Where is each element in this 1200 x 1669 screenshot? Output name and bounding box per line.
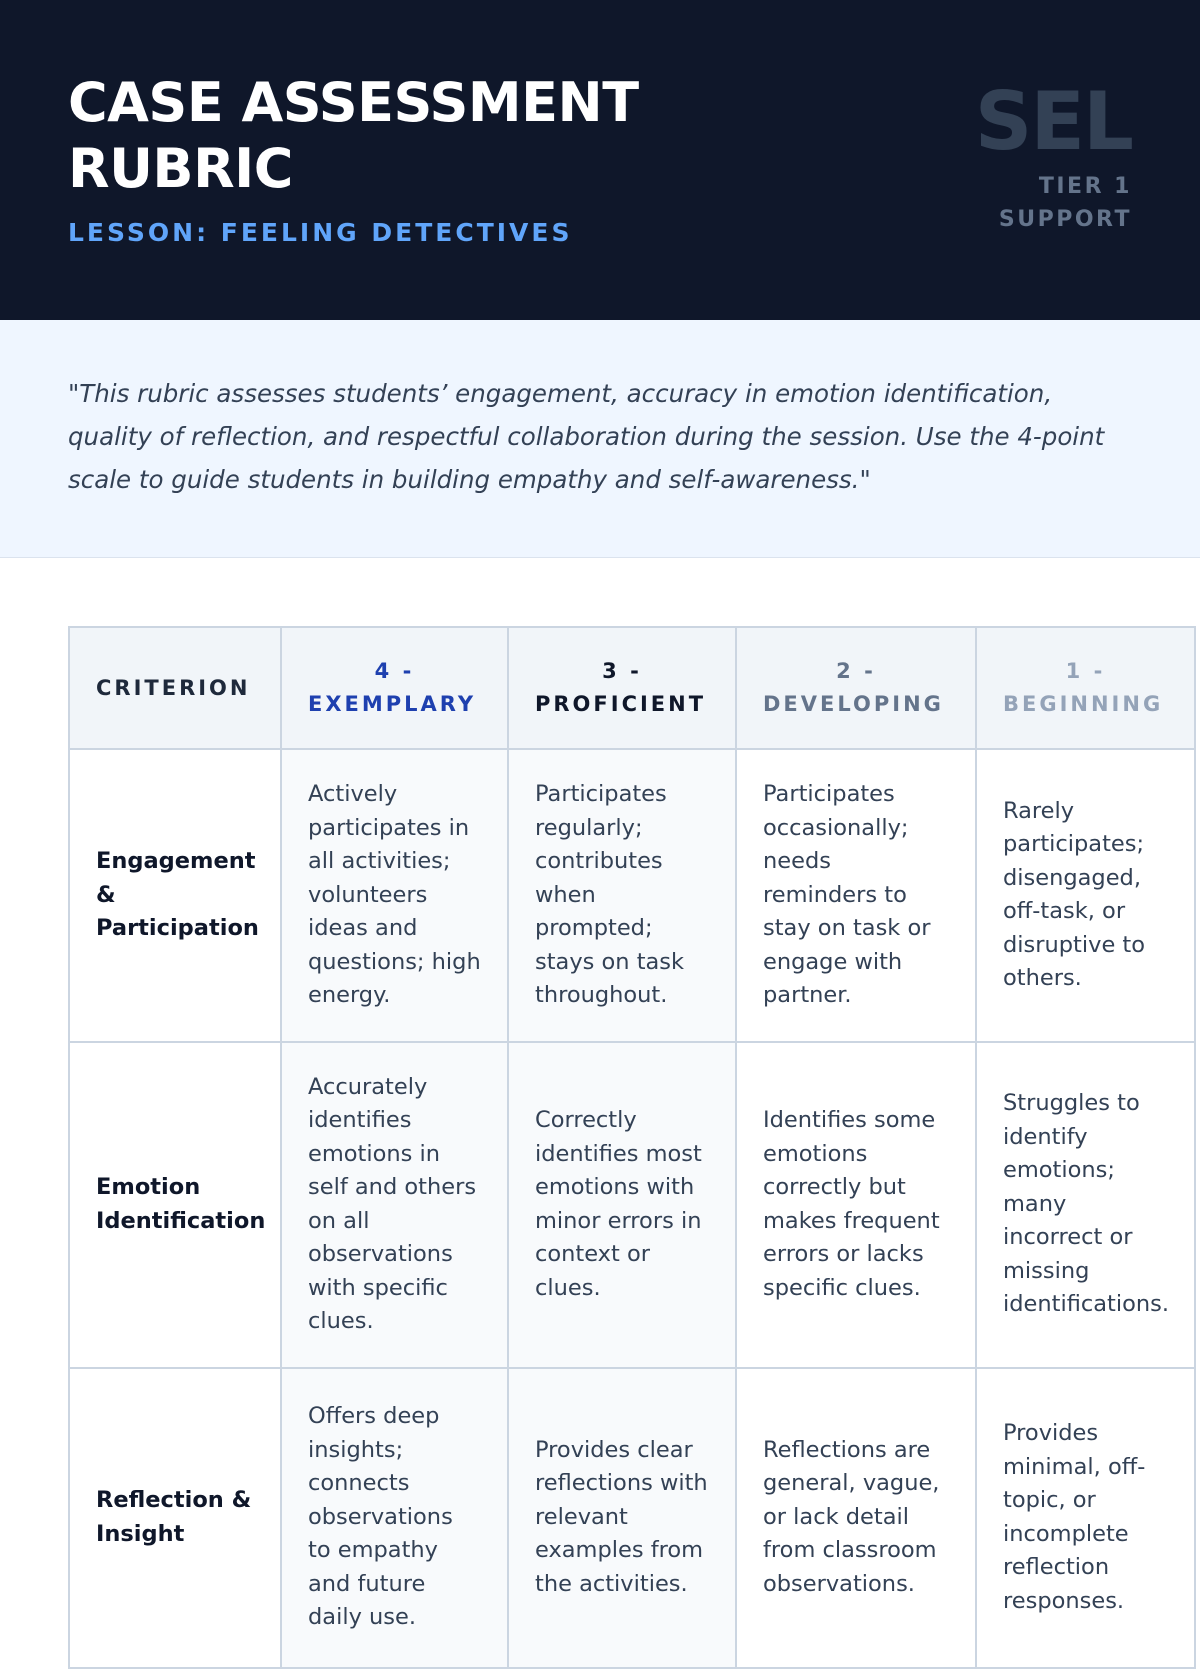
table-row	[69, 1368, 1195, 1668]
level-2-cell: Participates occasionally; needs reminders to stay on task or engage with partner.	[736, 749, 976, 1042]
table-row	[69, 749, 1195, 1042]
level-4-cell: Actively participates in all activities; volunteers ideas and questions; high energy.	[281, 749, 508, 1042]
header-level-3	[508, 627, 736, 749]
header-level-1-number: 1 -	[1065, 659, 1106, 683]
tier-label: TIER 1 SUPPORT	[998, 174, 1132, 232]
criterion-cell: Reflection & Insight	[69, 1368, 281, 1668]
header-level-1	[976, 627, 1195, 749]
sel-mark: SEL	[974, 75, 1132, 168]
level-1-cell: Provides minimal, off-topic, or incomplete reflection responses.	[976, 1368, 1195, 1668]
intro-panel	[0, 320, 1200, 558]
header-level-1-label: BEGINNING	[1003, 692, 1164, 716]
criterion-cell: Engagement & Participation	[69, 749, 281, 1042]
header-criterion-label: CRITERION	[96, 675, 251, 700]
header-level-3-label: PROFICIENT	[535, 692, 707, 716]
page-title: CASE ASSESSMENT RUBRIC	[68, 71, 639, 200]
header-level-2-label: DEVELOPING	[763, 692, 944, 716]
header-level-4	[281, 627, 508, 749]
header-level-3-number: 3 -	[602, 659, 642, 683]
level-2-cell: Reflections are general, vague, or lack detail from classroom observations.	[736, 1368, 976, 1668]
level-3-cell: Provides clear reflections with relevant examples from the activities.	[508, 1368, 736, 1668]
level-3-cell: Correctly identifies most emotions with minor errors in context or clues.	[508, 1042, 736, 1368]
table-row	[69, 1042, 1195, 1368]
lesson-subtitle: LESSON: FEELING DETECTIVES	[68, 218, 573, 247]
header-criterion	[69, 627, 281, 749]
header-level-4-number: 4 -	[374, 659, 415, 683]
header-level-2	[736, 627, 976, 749]
rubric-header-row	[69, 627, 1195, 749]
page-header	[0, 0, 1200, 320]
level-4-cell: Accurately identifies emotions in self and others on all observations with specific clues.	[281, 1042, 508, 1368]
header-level-2-number: 2 -	[836, 659, 876, 683]
level-2-cell: Identifies some emotions correctly but makes frequent errors or lacks specific clues.	[736, 1042, 976, 1368]
header-level-4-label: EXEMPLARY	[308, 692, 477, 716]
level-1-cell: Rarely participates; disengaged, off-task, or disruptive to others.	[976, 749, 1195, 1042]
rubric-table	[68, 626, 1196, 1669]
criterion-cell: Emotion Identification	[69, 1042, 281, 1368]
level-1-cell: Struggles to identify emotions; many incorrect or missing identifications.	[976, 1042, 1195, 1368]
level-3-cell: Participates regularly; contributes when prompted; stays on task throughout.	[508, 749, 736, 1042]
level-4-cell: Offers deep insights; connects observations to empathy and future daily use.	[281, 1368, 508, 1668]
intro-quote: "This rubric assesses students’ engagement, accuracy in emotion identification, quality of reflection, and respectful collaboration during the session. Use the 4-point scale to guide students in building empathy and self-awareness."	[68, 379, 1105, 494]
